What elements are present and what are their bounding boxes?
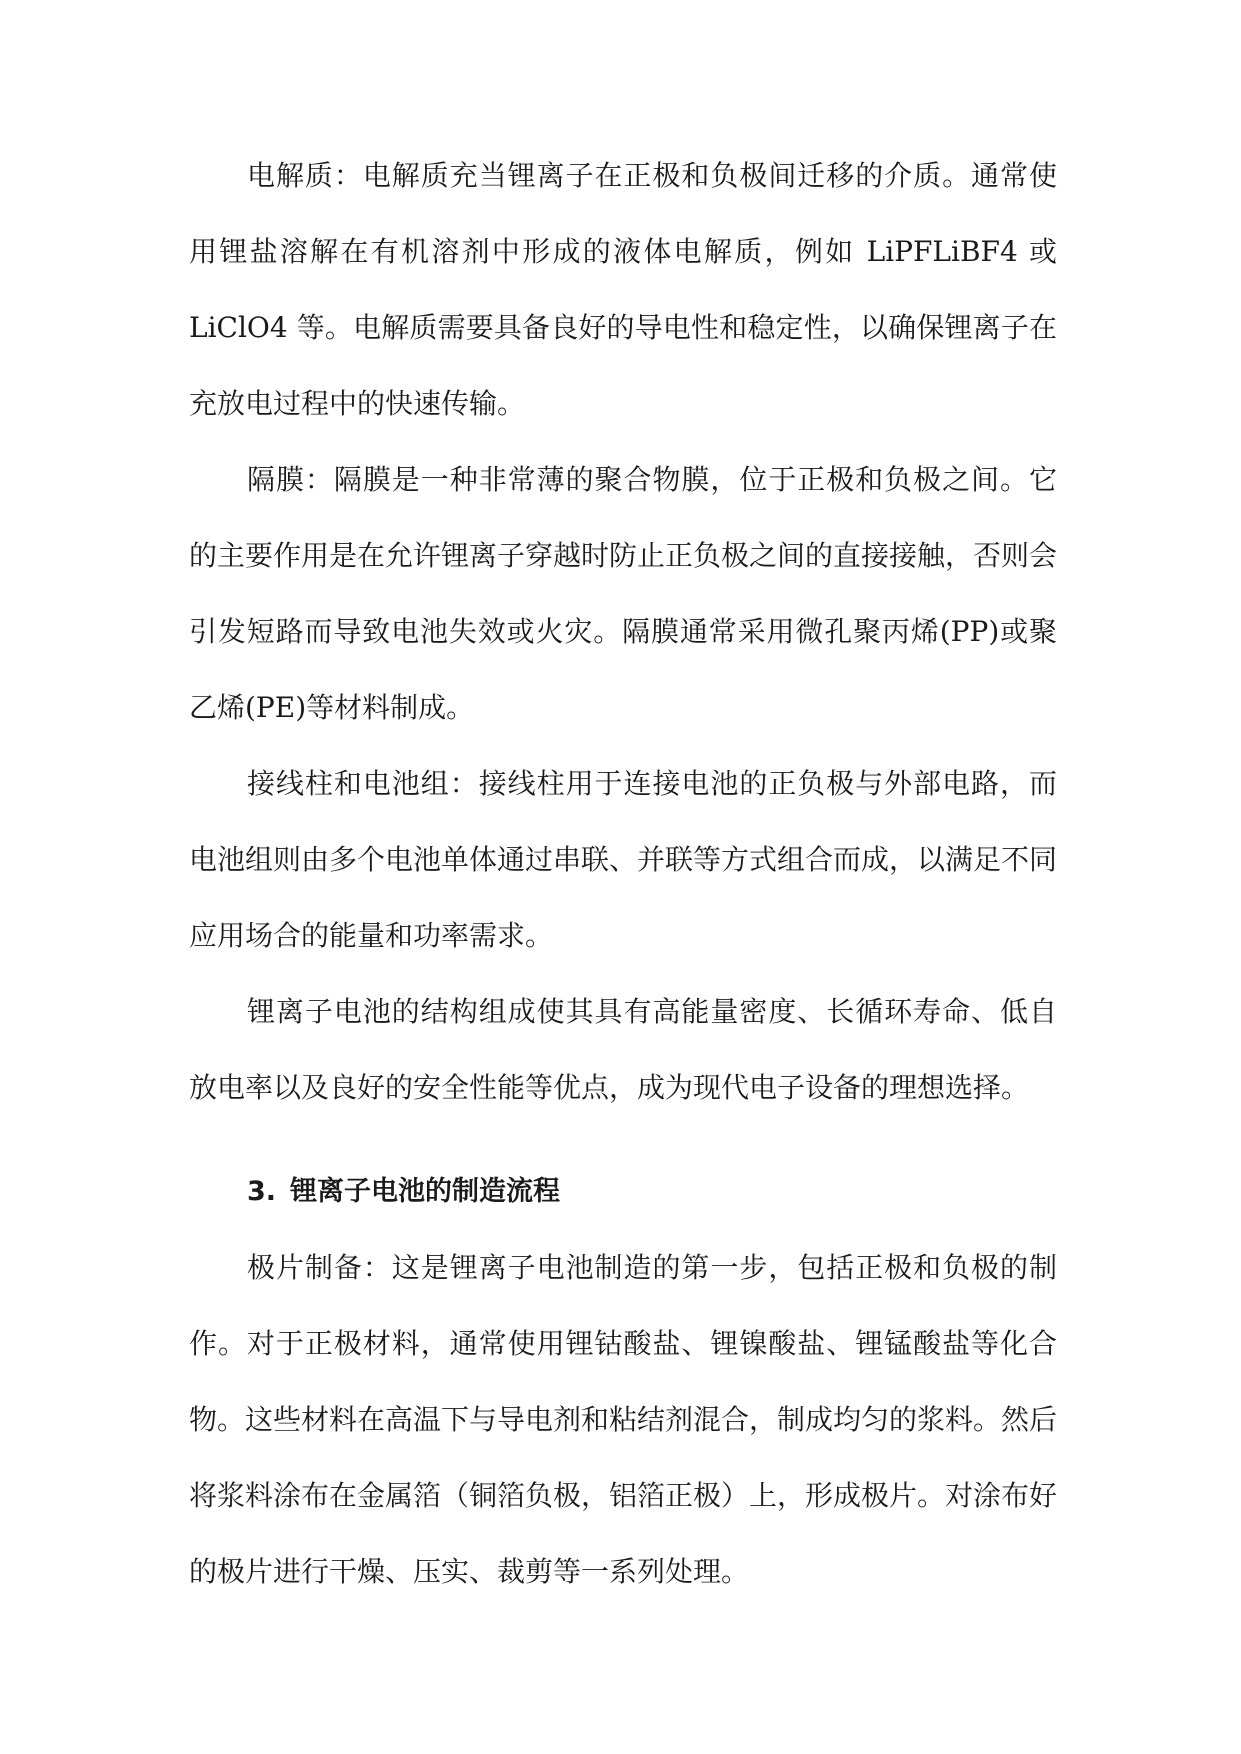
paragraph-summary: 锂离子电池的结构组成使其具有高能量密度、长循环寿命、低自放电率以及良好的安全性能等优点，成为现代电子设备的理想选择。 [189, 995, 1057, 1104]
section-title: 锂离子电池的制造流程 [290, 1176, 561, 1207]
section-heading [189, 1154, 1057, 1230]
paragraph-electrolyte: 电解质：电解质充当锂离子在正极和负极间迁移的介质。通常使用锂盐溶解在有机溶剂中形成的液体电解质，例如 LiPFLiBF4 或 LiClO4 等。电解质需要具备良好的导电性和稳定性，以确保锂离子在充放电过程中的快速传输。 [189, 159, 1057, 420]
document-page [189, 138, 1057, 1610]
paragraph-separator: 隔膜：隔膜是一种非常薄的聚合物膜，位于正极和负极之间。它的主要作用是在允许锂离子穿越时防止正负极之间的直接接触，否则会引发短路而导致电池失效或火灾。隔膜通常采用微孔聚丙烯(PP)或聚乙烯(PE)等材料制成。 [189, 463, 1058, 724]
paragraph-electrode-preparation: 极片制备：这是锂离子电池制造的第一步，包括正极和负极的制作。对于正极材料，通常使用锂钴酸盐、锂镍酸盐、锂锰酸盐等化合物。这些材料在高温下与导电剂和粘结剂混合，制成均匀的浆料。然后将浆料涂布在金属箔（铜箔负极，铝箔正极）上，形成极片。对涂布好的极片进行干燥、压实、裁剪等一系列处理。 [189, 1251, 1058, 1588]
section-number: 3. [247, 1176, 277, 1207]
paragraph-terminals: 接线柱和电池组：接线柱用于连接电池的正负极与外部电路，而电池组则由多个电池单体通过串联、并联等方式组合而成，以满足不同应用场合的能量和功率需求。 [189, 767, 1058, 952]
